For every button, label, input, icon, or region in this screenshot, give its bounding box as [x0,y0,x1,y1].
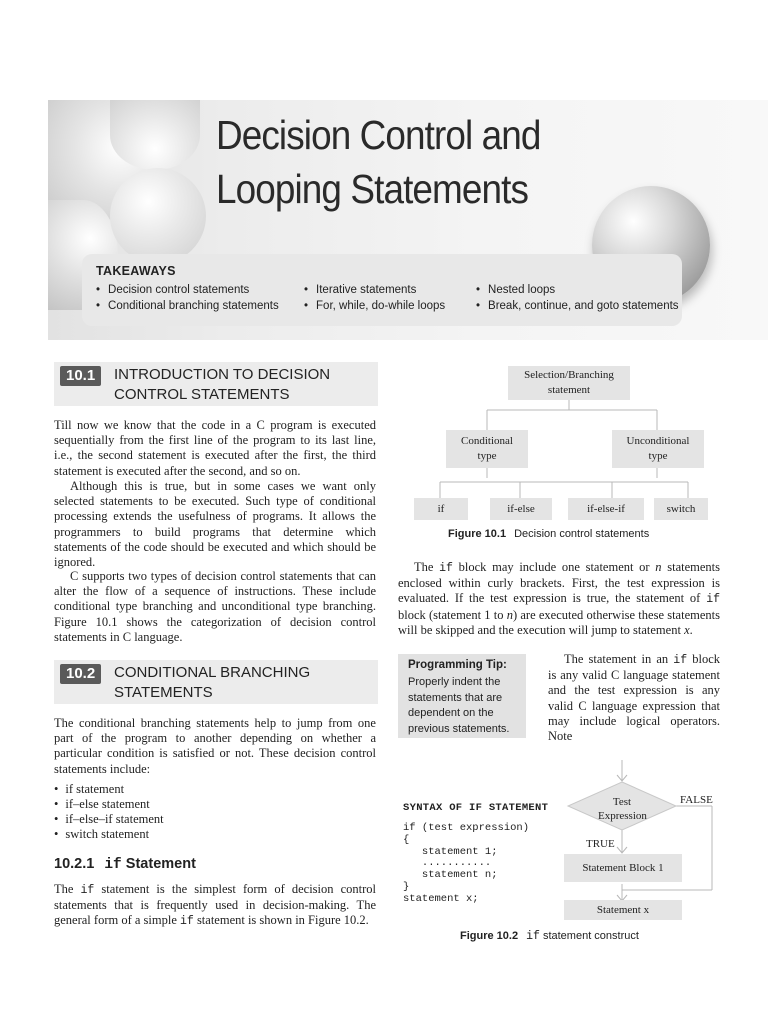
section-heading-10-2 [54,660,378,704]
branching-statement-list [54,782,164,842]
statement-x-box: Statement x [564,900,682,920]
takeaway-item: • Nested loops [476,284,555,296]
paragraph: C supports two types of decision control statements that can alter the flow of a sequence of instructions. These include conditional type branching and unconditional type branching. Figure 10.1 shows the categorization of decision control statements in C language. [54,569,376,644]
tree-leaf-switch: switch [654,498,708,520]
paragraph: The if statement is the simplest form of decision control statements that is frequently used in decision-making. The general form of a simple if statement is shown in Figure 10.2. [54,882,377,929]
figure-10-2-caption: Figure 10.2 if statement construct [460,930,639,943]
chapter-title-line1: Decision Control and [216,112,541,158]
tree-node-conditional: Conditional type [446,430,528,468]
section-title-line2: STATEMENTS [114,684,213,701]
takeaway-item: • Break, continue, and goto statements [476,300,679,312]
list-item: • if–else–if statement [54,812,164,827]
section-title-line1: INTRODUCTION TO DECISION [114,366,331,383]
test-expression-label: Test Expression [598,796,647,822]
paragraph: The statement in an if block is any valid C language statement and the test expression is any valid C language expression that may include logical operators. Note [548,652,720,744]
takeaways-box [82,254,682,326]
paragraph: The conditional branching statements help to jump from one part of the program to another depending on whether a particular condition is satisfied or not. These decision control statements include: [54,716,376,776]
list-item: • if statement [54,782,164,797]
tree-node-unconditional: Unconditional type [612,430,704,468]
section-title-line1: CONDITIONAL BRANCHING [114,664,311,681]
section-number: 10.1 [60,366,101,386]
false-label: FALSE [680,794,713,806]
tree-leaf-if-else-if: if-else-if [568,498,644,520]
statement-block-1: Statement Block 1 [564,854,682,882]
figure-10-1-caption: Figure 10.1 Decision control statements [448,528,650,540]
list-item: • if–else statement [54,797,164,812]
takeaway-item: • Conditional branching statements [96,300,279,312]
decorative-sphere [110,168,206,264]
paragraph: Till now we know that the code in a C program is executed sequentially from the first line of the program to its last line, i.e., the second statement is executed after the first, the third statement is executed after the second, and so on. [54,418,376,478]
tree-node-root: Selection/Branching statement [508,366,630,400]
paragraph: Although this is true, but in some cases we want only selected statements to be executed. Such type of conditional processing extends the usefulness of programs. It allows the programmers to build programs that determine which statements of the code should be executed and which should be ignored. [54,479,376,570]
tree-leaf-if: if [414,498,468,520]
tree-leaf-if-else: if-else [490,498,552,520]
section-title [114,365,374,405]
subsection-heading: 10.2.1 if Statement [54,856,196,873]
tip-title: Programming Tip: [408,659,507,671]
section-title [114,663,374,703]
takeaway-item: • For, while, do-while loops [304,300,445,312]
list-item: • switch statement [54,827,164,842]
tip-text: Properly indent the statements that are dependent on the previous statements. [408,676,510,735]
paragraph: The if block may include one statement or n statements enclosed within curly brackets. First, the test expression is evaluated. If the test expression is true, the statement of if block (statement 1 to n) are executed otherwise these statements will be skipped and the execution will jump to statement x. [398,560,721,637]
decorative-sphere [110,100,200,170]
section-number: 10.2 [60,664,101,684]
takeaways-title: TAKEAWAYS [96,264,176,278]
true-label: TRUE [586,838,615,850]
section-heading-10-1 [54,362,378,406]
chapter-title-line2: Looping Statements [216,166,529,212]
takeaway-item: • Iterative statements [304,284,416,296]
programming-tip-box [398,654,526,738]
syntax-code: if (test expression) { statement 1; ........... statement n; } statement x; [403,822,530,905]
chapter-title [216,108,630,216]
syntax-title: SYNTAX OF IF STATEMENT [403,802,549,814]
takeaway-item: • Decision control statements [96,284,249,296]
section-title-line2: CONTROL STATEMENTS [114,386,290,403]
